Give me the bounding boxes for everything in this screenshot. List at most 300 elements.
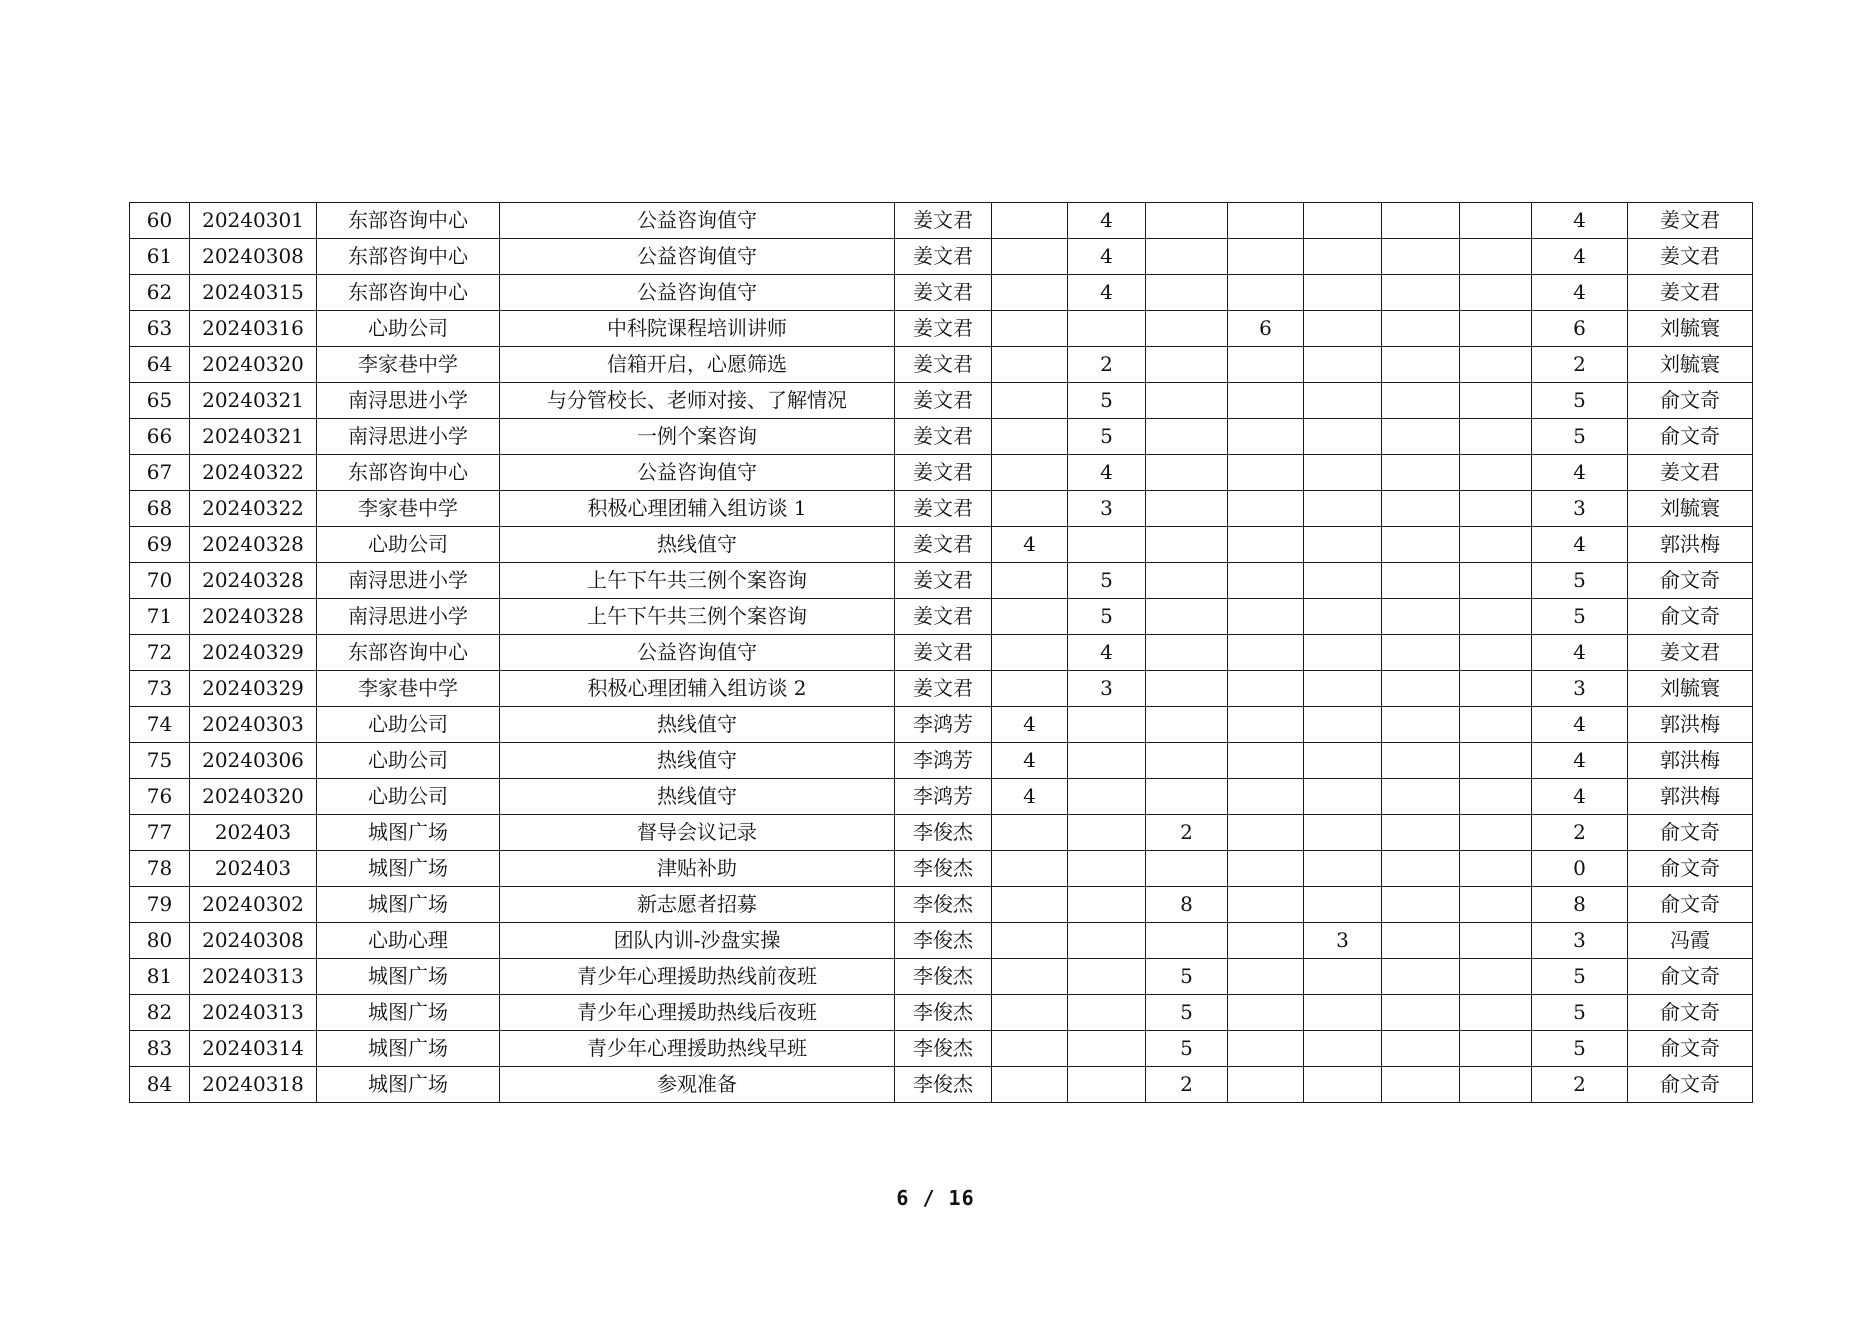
row-number-cell: 82 <box>130 995 190 1031</box>
hours-cell-4 <box>1228 599 1304 635</box>
date-cell: 20240315 <box>190 275 317 311</box>
volunteer-cell: 李俊杰 <box>895 887 992 923</box>
hours-cell-5 <box>1304 599 1382 635</box>
hours-cell-3 <box>1146 239 1228 275</box>
hours-cell-2: 5 <box>1068 383 1146 419</box>
hours-cell-2 <box>1068 887 1146 923</box>
hours-cell-1 <box>992 923 1068 959</box>
hours-cell-6 <box>1382 347 1460 383</box>
reviewer-cell: 郭洪梅 <box>1628 779 1753 815</box>
total-hours-cell: 3 <box>1532 671 1628 707</box>
hours-cell-4 <box>1228 491 1304 527</box>
row-number-cell: 77 <box>130 815 190 851</box>
date-cell: 20240322 <box>190 455 317 491</box>
hours-cell-5 <box>1304 851 1382 887</box>
hours-cell-1 <box>992 1067 1068 1103</box>
location-cell: 东部咨询中心 <box>317 275 500 311</box>
activity-cell: 青少年心理援助热线前夜班 <box>500 959 895 995</box>
reviewer-cell: 俞文奇 <box>1628 959 1753 995</box>
hours-cell-4 <box>1228 419 1304 455</box>
hours-cell-1 <box>992 959 1068 995</box>
row-number-cell: 61 <box>130 239 190 275</box>
hours-cell-3 <box>1146 203 1228 239</box>
hours-cell-2 <box>1068 1067 1146 1103</box>
hours-cell-6 <box>1382 1067 1460 1103</box>
hours-cell-2 <box>1068 1031 1146 1067</box>
hours-cell-1: 4 <box>992 707 1068 743</box>
hours-cell-3 <box>1146 527 1228 563</box>
hours-cell-6 <box>1382 203 1460 239</box>
hours-cell-2 <box>1068 743 1146 779</box>
location-cell: 南浔思进小学 <box>317 599 500 635</box>
hours-cell-6 <box>1382 275 1460 311</box>
date-cell: 20240321 <box>190 383 317 419</box>
hours-cell-6 <box>1382 743 1460 779</box>
hours-cell-5 <box>1304 419 1382 455</box>
table-row <box>130 239 1753 275</box>
hours-cell-4 <box>1228 527 1304 563</box>
activity-cell: 公益咨询值守 <box>500 635 895 671</box>
hours-cell-3 <box>1146 779 1228 815</box>
hours-cell-1 <box>992 383 1068 419</box>
total-hours-cell: 5 <box>1532 959 1628 995</box>
hours-cell-6 <box>1382 779 1460 815</box>
reviewer-cell: 刘毓寰 <box>1628 671 1753 707</box>
total-hours-cell: 8 <box>1532 887 1628 923</box>
total-hours-cell: 5 <box>1532 419 1628 455</box>
table-row <box>130 779 1753 815</box>
date-cell: 20240329 <box>190 671 317 707</box>
date-cell: 20240314 <box>190 1031 317 1067</box>
hours-cell-5 <box>1304 635 1382 671</box>
hours-cell-7 <box>1460 563 1532 599</box>
date-cell: 20240328 <box>190 599 317 635</box>
reviewer-cell: 冯霞 <box>1628 923 1753 959</box>
location-cell: 东部咨询中心 <box>317 203 500 239</box>
table-row <box>130 1067 1753 1103</box>
volunteer-cell: 李鸿芳 <box>895 743 992 779</box>
date-cell: 20240308 <box>190 239 317 275</box>
hours-cell-1 <box>992 599 1068 635</box>
hours-cell-2: 3 <box>1068 491 1146 527</box>
activity-cell: 热线值守 <box>500 707 895 743</box>
hours-cell-6 <box>1382 311 1460 347</box>
table-row <box>130 527 1753 563</box>
reviewer-cell: 郭洪梅 <box>1628 527 1753 563</box>
hours-cell-4 <box>1228 923 1304 959</box>
hours-cell-4 <box>1228 995 1304 1031</box>
table-row <box>130 347 1753 383</box>
hours-cell-5 <box>1304 527 1382 563</box>
total-hours-cell: 5 <box>1532 383 1628 419</box>
hours-cell-4 <box>1228 671 1304 707</box>
hours-cell-5 <box>1304 563 1382 599</box>
hours-cell-4 <box>1228 383 1304 419</box>
activity-cell: 津贴补助 <box>500 851 895 887</box>
reviewer-cell: 刘毓寰 <box>1628 311 1753 347</box>
table-row <box>130 455 1753 491</box>
hours-cell-5 <box>1304 1067 1382 1103</box>
volunteer-cell: 李俊杰 <box>895 1067 992 1103</box>
hours-cell-4 <box>1228 779 1304 815</box>
page-number: 6 / 16 <box>896 1186 975 1210</box>
hours-cell-1 <box>992 491 1068 527</box>
hours-cell-5: 3 <box>1304 923 1382 959</box>
hours-cell-2 <box>1068 527 1146 563</box>
location-cell: 城图广场 <box>317 959 500 995</box>
hours-cell-3 <box>1146 599 1228 635</box>
total-hours-cell: 3 <box>1532 923 1628 959</box>
table-row <box>130 311 1753 347</box>
hours-cell-5 <box>1304 455 1382 491</box>
location-cell: 城图广场 <box>317 851 500 887</box>
hours-cell-3 <box>1146 851 1228 887</box>
location-cell: 李家巷中学 <box>317 491 500 527</box>
hours-cell-5 <box>1304 707 1382 743</box>
total-hours-cell: 4 <box>1532 743 1628 779</box>
activity-cell: 公益咨询值守 <box>500 455 895 491</box>
hours-cell-6 <box>1382 383 1460 419</box>
hours-cell-2: 4 <box>1068 203 1146 239</box>
volunteer-cell: 姜文君 <box>895 527 992 563</box>
hours-cell-6 <box>1382 563 1460 599</box>
total-hours-cell: 4 <box>1532 707 1628 743</box>
hours-cell-4 <box>1228 239 1304 275</box>
hours-cell-7 <box>1460 887 1532 923</box>
hours-cell-4 <box>1228 851 1304 887</box>
hours-cell-2 <box>1068 311 1146 347</box>
location-cell: 南浔思进小学 <box>317 419 500 455</box>
hours-cell-7 <box>1460 1031 1532 1067</box>
hours-cell-6 <box>1382 419 1460 455</box>
hours-cell-7 <box>1460 743 1532 779</box>
total-hours-cell: 4 <box>1532 203 1628 239</box>
activity-cell: 中科院课程培训讲师 <box>500 311 895 347</box>
activity-cell: 青少年心理援助热线后夜班 <box>500 995 895 1031</box>
location-cell: 心助公司 <box>317 779 500 815</box>
hours-cell-2: 2 <box>1068 347 1146 383</box>
volunteer-cell: 姜文君 <box>895 419 992 455</box>
row-number-cell: 73 <box>130 671 190 707</box>
row-number-cell: 76 <box>130 779 190 815</box>
hours-cell-2 <box>1068 923 1146 959</box>
row-number-cell: 63 <box>130 311 190 347</box>
hours-cell-1 <box>992 455 1068 491</box>
hours-cell-4 <box>1228 959 1304 995</box>
date-cell: 20240318 <box>190 1067 317 1103</box>
hours-cell-2 <box>1068 707 1146 743</box>
row-number-cell: 65 <box>130 383 190 419</box>
hours-cell-5 <box>1304 779 1382 815</box>
location-cell: 李家巷中学 <box>317 347 500 383</box>
row-number-cell: 67 <box>130 455 190 491</box>
hours-cell-5 <box>1304 491 1382 527</box>
hours-cell-2: 3 <box>1068 671 1146 707</box>
table-row <box>130 815 1753 851</box>
hours-cell-4 <box>1228 1067 1304 1103</box>
activity-cell: 公益咨询值守 <box>500 203 895 239</box>
total-hours-cell: 0 <box>1532 851 1628 887</box>
row-number-cell: 83 <box>130 1031 190 1067</box>
hours-cell-1 <box>992 851 1068 887</box>
reviewer-cell: 姜文君 <box>1628 635 1753 671</box>
table-row <box>130 599 1753 635</box>
volunteer-cell: 姜文君 <box>895 203 992 239</box>
hours-cell-2 <box>1068 995 1146 1031</box>
hours-cell-5 <box>1304 311 1382 347</box>
row-number-cell: 78 <box>130 851 190 887</box>
activity-cell: 公益咨询值守 <box>500 239 895 275</box>
reviewer-cell: 俞文奇 <box>1628 419 1753 455</box>
hours-cell-2 <box>1068 959 1146 995</box>
date-cell: 20240313 <box>190 959 317 995</box>
activity-cell: 参观准备 <box>500 1067 895 1103</box>
total-hours-cell: 2 <box>1532 1067 1628 1103</box>
date-cell: 20240320 <box>190 779 317 815</box>
hours-cell-5 <box>1304 1031 1382 1067</box>
table-row <box>130 275 1753 311</box>
hours-cell-2 <box>1068 815 1146 851</box>
hours-cell-3 <box>1146 347 1228 383</box>
hours-cell-6 <box>1382 995 1460 1031</box>
reviewer-cell: 姜文君 <box>1628 203 1753 239</box>
hours-cell-6 <box>1382 1031 1460 1067</box>
row-number-cell: 64 <box>130 347 190 383</box>
reviewer-cell: 俞文奇 <box>1628 383 1753 419</box>
table-row <box>130 887 1753 923</box>
hours-cell-5 <box>1304 995 1382 1031</box>
date-cell: 20240328 <box>190 527 317 563</box>
hours-cell-1 <box>992 887 1068 923</box>
location-cell: 东部咨询中心 <box>317 455 500 491</box>
volunteer-cell: 姜文君 <box>895 671 992 707</box>
hours-cell-7 <box>1460 275 1532 311</box>
hours-cell-3 <box>1146 275 1228 311</box>
total-hours-cell: 5 <box>1532 1031 1628 1067</box>
hours-cell-5 <box>1304 815 1382 851</box>
hours-cell-7 <box>1460 203 1532 239</box>
volunteer-hours-table <box>129 202 1753 1103</box>
row-number-cell: 79 <box>130 887 190 923</box>
hours-cell-6 <box>1382 527 1460 563</box>
hours-cell-3 <box>1146 419 1228 455</box>
hours-cell-2 <box>1068 851 1146 887</box>
date-cell: 20240328 <box>190 563 317 599</box>
date-cell: 20240306 <box>190 743 317 779</box>
table-body <box>130 203 1753 1103</box>
activity-cell: 新志愿者招募 <box>500 887 895 923</box>
volunteer-cell: 姜文君 <box>895 383 992 419</box>
hours-cell-3 <box>1146 743 1228 779</box>
date-cell: 202403 <box>190 851 317 887</box>
table-row <box>130 707 1753 743</box>
row-number-cell: 80 <box>130 923 190 959</box>
volunteer-cell: 姜文君 <box>895 347 992 383</box>
activity-cell: 团队内训-沙盘实操 <box>500 923 895 959</box>
hours-cell-6 <box>1382 707 1460 743</box>
row-number-cell: 75 <box>130 743 190 779</box>
table-row <box>130 419 1753 455</box>
activity-cell: 热线值守 <box>500 527 895 563</box>
date-cell: 20240303 <box>190 707 317 743</box>
location-cell: 心助心理 <box>317 923 500 959</box>
reviewer-cell: 刘毓寰 <box>1628 491 1753 527</box>
hours-cell-2: 4 <box>1068 455 1146 491</box>
hours-cell-7 <box>1460 671 1532 707</box>
hours-cell-5 <box>1304 203 1382 239</box>
location-cell: 心助公司 <box>317 707 500 743</box>
volunteer-cell: 李俊杰 <box>895 995 992 1031</box>
date-cell: 20240302 <box>190 887 317 923</box>
reviewer-cell: 姜文君 <box>1628 275 1753 311</box>
hours-cell-1: 4 <box>992 779 1068 815</box>
hours-cell-4 <box>1228 455 1304 491</box>
row-number-cell: 70 <box>130 563 190 599</box>
reviewer-cell: 姜文君 <box>1628 239 1753 275</box>
location-cell: 城图广场 <box>317 1067 500 1103</box>
hours-cell-2: 5 <box>1068 419 1146 455</box>
table-row <box>130 1031 1753 1067</box>
volunteer-cell: 李俊杰 <box>895 851 992 887</box>
hours-cell-1 <box>992 311 1068 347</box>
hours-cell-6 <box>1382 923 1460 959</box>
row-number-cell: 66 <box>130 419 190 455</box>
total-hours-cell: 4 <box>1532 455 1628 491</box>
hours-cell-7 <box>1460 527 1532 563</box>
reviewer-cell: 刘毓寰 <box>1628 347 1753 383</box>
volunteer-cell: 姜文君 <box>895 239 992 275</box>
location-cell: 城图广场 <box>317 995 500 1031</box>
reviewer-cell: 俞文奇 <box>1628 563 1753 599</box>
hours-cell-7 <box>1460 491 1532 527</box>
table-row <box>130 635 1753 671</box>
hours-cell-3: 5 <box>1146 1031 1228 1067</box>
hours-cell-1 <box>992 635 1068 671</box>
reviewer-cell: 俞文奇 <box>1628 887 1753 923</box>
hours-cell-4 <box>1228 887 1304 923</box>
table-row <box>130 959 1753 995</box>
reviewer-cell: 郭洪梅 <box>1628 707 1753 743</box>
hours-cell-2: 5 <box>1068 563 1146 599</box>
hours-cell-4 <box>1228 275 1304 311</box>
row-number-cell: 69 <box>130 527 190 563</box>
hours-cell-7 <box>1460 995 1532 1031</box>
total-hours-cell: 4 <box>1532 275 1628 311</box>
hours-cell-2: 4 <box>1068 635 1146 671</box>
hours-cell-5 <box>1304 887 1382 923</box>
location-cell: 东部咨询中心 <box>317 239 500 275</box>
total-hours-cell: 2 <box>1532 347 1628 383</box>
volunteer-cell: 李俊杰 <box>895 815 992 851</box>
row-number-cell: 81 <box>130 959 190 995</box>
volunteer-cell: 李鸿芳 <box>895 779 992 815</box>
hours-cell-5 <box>1304 239 1382 275</box>
location-cell: 心助公司 <box>317 527 500 563</box>
location-cell: 城图广场 <box>317 815 500 851</box>
hours-cell-2: 5 <box>1068 599 1146 635</box>
reviewer-cell: 俞文奇 <box>1628 995 1753 1031</box>
hours-cell-1 <box>992 563 1068 599</box>
hours-cell-2: 4 <box>1068 239 1146 275</box>
volunteer-cell: 姜文君 <box>895 311 992 347</box>
hours-cell-7 <box>1460 383 1532 419</box>
hours-cell-3: 5 <box>1146 995 1228 1031</box>
hours-cell-6 <box>1382 491 1460 527</box>
activity-cell: 青少年心理援助热线早班 <box>500 1031 895 1067</box>
hours-cell-4 <box>1228 635 1304 671</box>
hours-cell-5 <box>1304 743 1382 779</box>
row-number-cell: 72 <box>130 635 190 671</box>
reviewer-cell: 俞文奇 <box>1628 599 1753 635</box>
activity-cell: 上午下午共三例个案咨询 <box>500 563 895 599</box>
hours-cell-7 <box>1460 419 1532 455</box>
hours-cell-6 <box>1382 851 1460 887</box>
hours-cell-4 <box>1228 563 1304 599</box>
hours-cell-6 <box>1382 815 1460 851</box>
hours-cell-5 <box>1304 275 1382 311</box>
hours-cell-3 <box>1146 923 1228 959</box>
volunteer-cell: 姜文君 <box>895 563 992 599</box>
date-cell: 20240316 <box>190 311 317 347</box>
date-cell: 20240329 <box>190 635 317 671</box>
hours-cell-3 <box>1146 671 1228 707</box>
hours-cell-7 <box>1460 1067 1532 1103</box>
total-hours-cell: 5 <box>1532 599 1628 635</box>
hours-cell-3: 8 <box>1146 887 1228 923</box>
total-hours-cell: 3 <box>1532 491 1628 527</box>
hours-cell-7 <box>1460 707 1532 743</box>
total-hours-cell: 5 <box>1532 563 1628 599</box>
volunteer-cell: 李俊杰 <box>895 959 992 995</box>
row-number-cell: 84 <box>130 1067 190 1103</box>
table-row <box>130 851 1753 887</box>
location-cell: 李家巷中学 <box>317 671 500 707</box>
total-hours-cell: 2 <box>1532 815 1628 851</box>
hours-cell-7 <box>1460 923 1532 959</box>
date-cell: 202403 <box>190 815 317 851</box>
reviewer-cell: 俞文奇 <box>1628 815 1753 851</box>
hours-cell-6 <box>1382 887 1460 923</box>
volunteer-cell: 姜文君 <box>895 455 992 491</box>
hours-cell-3: 2 <box>1146 1067 1228 1103</box>
hours-cell-7 <box>1460 347 1532 383</box>
location-cell: 城图广场 <box>317 1031 500 1067</box>
activity-cell: 督导会议记录 <box>500 815 895 851</box>
hours-cell-5 <box>1304 959 1382 995</box>
hours-cell-3 <box>1146 491 1228 527</box>
activity-cell: 积极心理团辅入组访谈 2 <box>500 671 895 707</box>
date-cell: 20240321 <box>190 419 317 455</box>
hours-cell-7 <box>1460 959 1532 995</box>
hours-cell-4 <box>1228 203 1304 239</box>
hours-cell-3: 5 <box>1146 959 1228 995</box>
volunteer-cell: 李俊杰 <box>895 1031 992 1067</box>
volunteer-cell: 姜文君 <box>895 275 992 311</box>
hours-cell-1 <box>992 815 1068 851</box>
hours-cell-6 <box>1382 959 1460 995</box>
hours-cell-3 <box>1146 635 1228 671</box>
volunteer-cell: 姜文君 <box>895 599 992 635</box>
hours-cell-1 <box>992 671 1068 707</box>
location-cell: 心助公司 <box>317 743 500 779</box>
total-hours-cell: 5 <box>1532 995 1628 1031</box>
hours-cell-6 <box>1382 671 1460 707</box>
hours-cell-1 <box>992 203 1068 239</box>
table-row <box>130 563 1753 599</box>
reviewer-cell: 俞文奇 <box>1628 1067 1753 1103</box>
hours-cell-2: 4 <box>1068 275 1146 311</box>
activity-cell: 上午下午共三例个案咨询 <box>500 599 895 635</box>
